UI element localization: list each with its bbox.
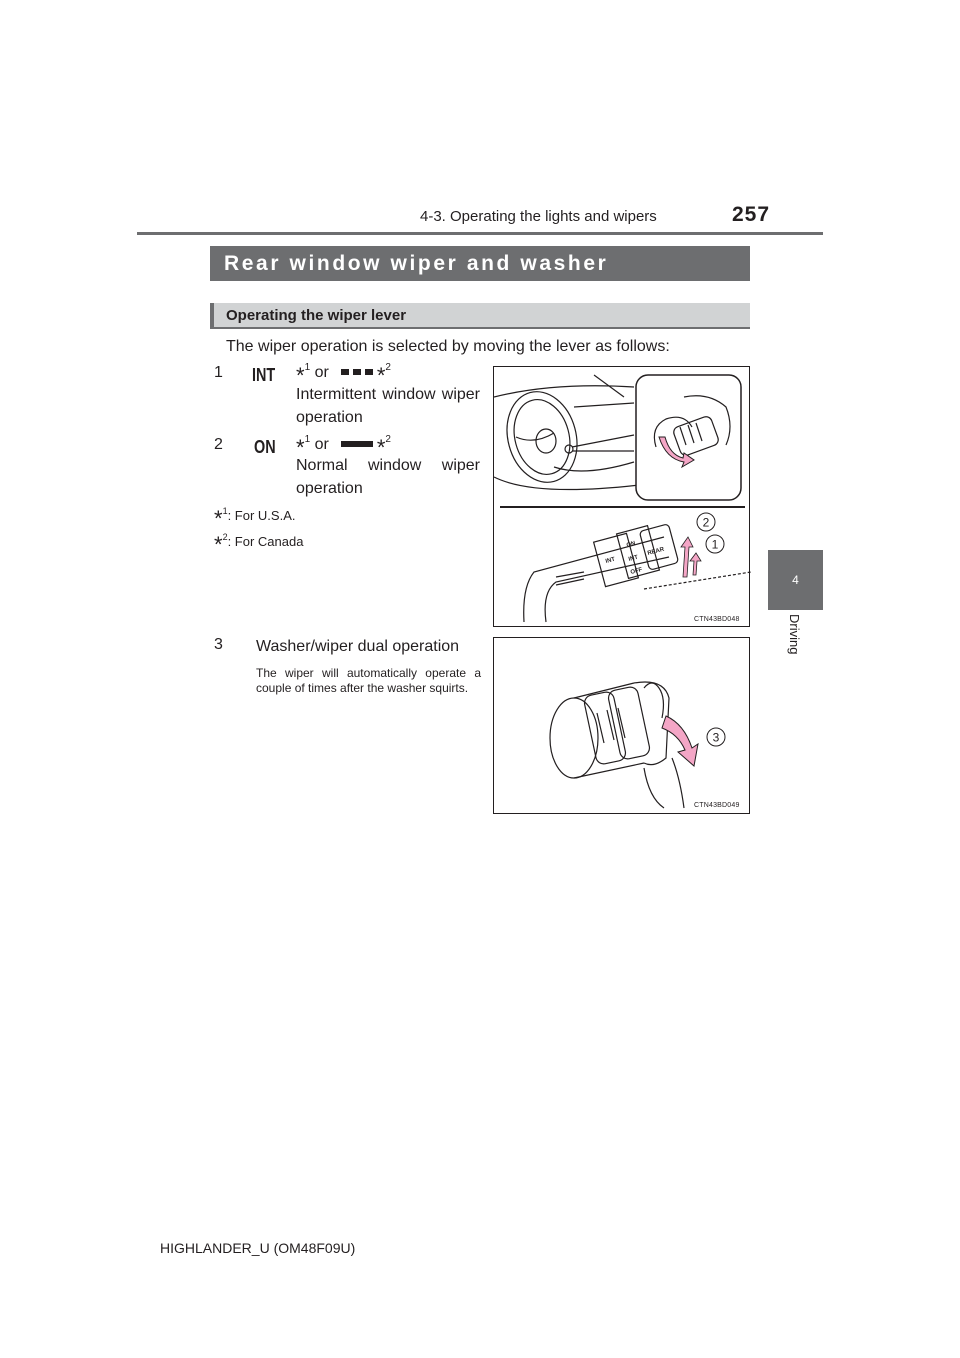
item-2-number: 2 [214, 436, 223, 453]
dashed-line-icon [341, 367, 373, 377]
figure1-callout-1: 1 [711, 537, 719, 552]
page-number: 257 [732, 203, 771, 226]
intro-text: The wiper operation is selected by moving the lever as follows: [226, 338, 670, 355]
header-rule [137, 232, 823, 235]
item-3-number: 3 [214, 636, 223, 653]
item-2-footnote-ref-2: 2 [385, 434, 391, 445]
figure-washer-pull [493, 637, 750, 814]
item-1-footnote-ref-2: 2 [385, 362, 391, 373]
footnote-2-text: : For Canada [227, 534, 304, 549]
item-3-note: The wiper will automatically operate a couple of times after the washer squirts. [256, 666, 481, 695]
item-1-or: or [314, 364, 329, 381]
footnote-2-mark: 2 [222, 532, 228, 542]
chapter-label-text: Driving [787, 614, 802, 655]
footnote-2 [214, 532, 303, 558]
lever-label-int: INT [604, 556, 616, 565]
asterisk-icon: * [214, 506, 223, 531]
item-1-footnote-ref-1: 1 [304, 362, 311, 373]
header-section-title: 4-3. Operating the lights and wipers [420, 208, 657, 225]
footnote-1 [214, 506, 295, 532]
figure1-callout-2: 2 [702, 515, 710, 530]
footnote-1-mark: 1 [222, 506, 228, 516]
figure2-callout-3: 3 [712, 730, 720, 745]
chapter-number: 4 [792, 573, 799, 587]
figure-washer-pull-drawing [494, 638, 751, 815]
lever-label-int-2: INT [627, 554, 639, 563]
subsection-title: Operating the wiper lever [210, 303, 750, 329]
asterisk-icon: * [214, 532, 223, 557]
lever-label-rear: REAR [646, 546, 665, 557]
asterisk-icon: * [376, 435, 386, 460]
lever-label-off: OFF [629, 567, 644, 576]
item-3-description: Washer/wiper dual operation [256, 638, 460, 655]
figure2-code: CTN43BD049 [694, 802, 740, 809]
asterisk-icon: * [376, 363, 386, 388]
footnote-1-text: : For U.S.A. [227, 508, 296, 523]
asterisk-icon: * [296, 363, 305, 388]
item-1-symbol: INT [252, 365, 276, 385]
solid-line-icon [341, 439, 373, 449]
item-2-description: Normal window wiper operation [296, 457, 480, 497]
chapter-label [770, 614, 820, 674]
item-1-number: 1 [214, 364, 223, 381]
item-1-description: Intermittent window wiper operation [296, 386, 480, 426]
chapter-tab [768, 550, 823, 610]
figure1-code: CTN43BD048 [694, 616, 740, 623]
figure-wiper-lever [493, 366, 750, 627]
asterisk-icon: * [296, 435, 305, 460]
item-2-or: or [314, 436, 329, 453]
section-title: Rear window wiper and washer [210, 246, 750, 281]
item-2-symbol: ON [254, 437, 276, 457]
footer-model-code: HIGHLANDER_U (OM48F09U) [160, 1240, 356, 1256]
lever-label-on: ON [625, 540, 637, 549]
item-2-footnote-ref-1: 1 [304, 434, 311, 445]
figure-wiper-lever-drawing [494, 367, 751, 628]
